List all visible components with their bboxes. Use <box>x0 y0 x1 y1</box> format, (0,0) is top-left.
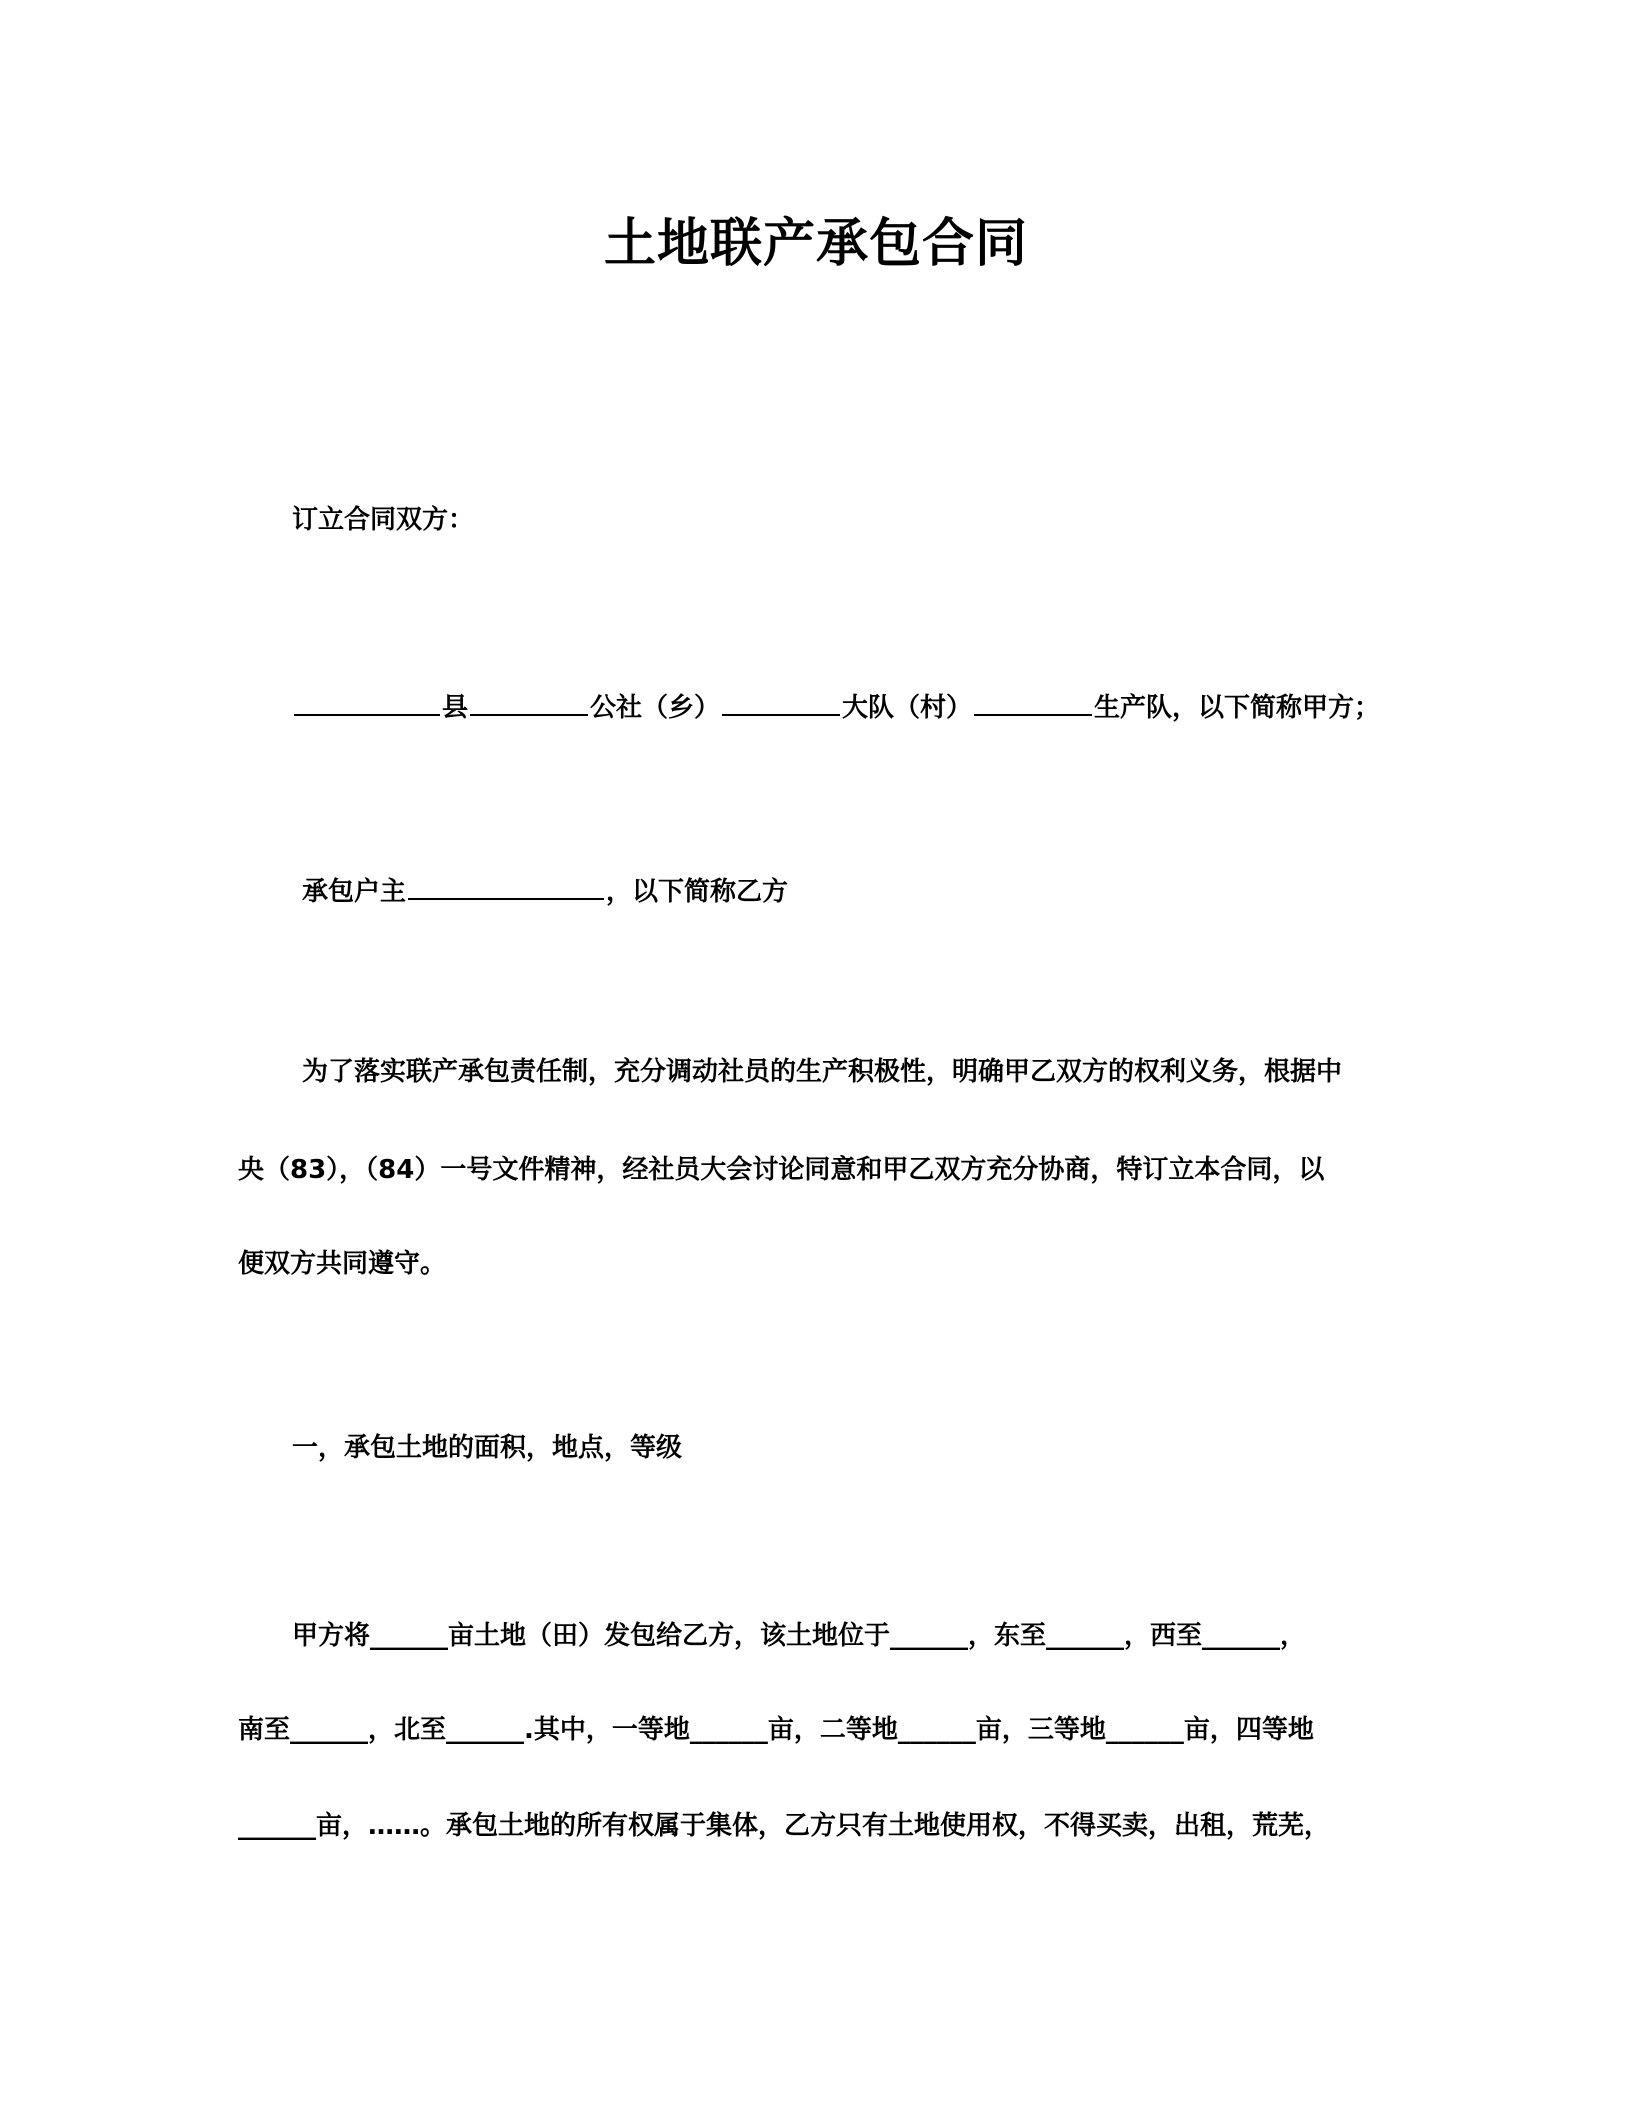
section-1-line-3: ______亩，……。承包土地的所有权属于集体，乙方只有土地使用权，不得买卖，出租，荒芜， <box>238 1811 1331 1841</box>
county-suffix: 县 <box>442 693 469 723</box>
section-1-line-2: 南至______，北至______.其中，一等地______亩，二等地______亩，三等地______亩，四等地 <box>238 1715 1314 1745</box>
preamble-line-2: 央（83），（84）一号文件精神，经社员大会讨论同意和甲乙双方充分协商，特订立本合同，以 <box>238 1155 1325 1185</box>
commune-blank[interactable] <box>470 684 588 716</box>
parties-heading: 订立合同双方： <box>292 505 475 535</box>
team-blank[interactable] <box>974 684 1092 716</box>
brigade-suffix: 大队（村） <box>842 693 973 723</box>
preamble-line-3: 便双方共同遵守。 <box>238 1249 447 1279</box>
brigade-blank[interactable] <box>722 684 840 716</box>
party-b-prefix: 承包户主 <box>302 877 407 907</box>
team-suffix: 生产队，以下简称甲方； <box>1094 693 1381 723</box>
householder-blank[interactable] <box>408 868 604 900</box>
preamble-line-1: 为了落实联产承包责任制，充分调动社员的生产积极性，明确甲乙双方的权利义务，根据中 <box>302 1057 1343 1087</box>
party-b-suffix: ，以下简称乙方 <box>606 877 789 907</box>
county-blank[interactable] <box>294 684 440 716</box>
party-a-line <box>292 684 1380 728</box>
section-1-line-1: 甲方将______亩土地（田）发包给乙方，该土地位于______，东至______，西至______， <box>292 1621 1307 1651</box>
document-title: 土地联产承包合同 <box>603 214 1028 274</box>
party-b-line <box>302 868 788 912</box>
section-1-heading: 一，承包土地的面积，地点，等级 <box>292 1433 683 1463</box>
commune-suffix: 公社（乡） <box>590 693 721 723</box>
